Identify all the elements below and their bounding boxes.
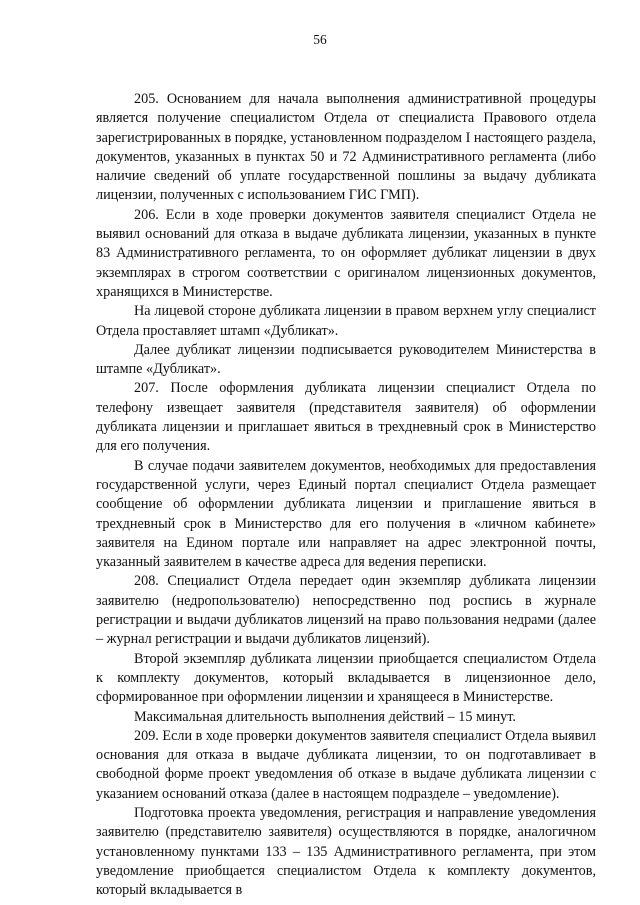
page-number: 56 [313, 32, 327, 47]
paragraph-signature: Далее дубликат лицензии подписывается руководителем Министерства в штампе «Дубликат». [96, 341, 596, 378]
paragraph-stamp-placement: На лицевой стороне дубликата лицензии в правом верхнем углу специалист Отдела проставляет штамп «Дубликат». [96, 303, 596, 339]
paragraph-205: 205. Основанием для начала выполнения административной процедуры является получение специалистом Отдела от специалиста Правового отдела зарегистрированных в порядке, установленном подразделом I настоящего раздела, документов, указанных в пунктах 50 и 72 Административного регламента (либо наличие сведений об уплате государственной пошлины за выдачу дубликата лицензии, полученных с использованием ГИС ГМП). [96, 91, 596, 204]
paragraph-209: 209. Если в ходе проверки документов заявителя специалист Отдела выявил основания для отказа в выдаче дубликата лицензии, то он подготавливает в свободной форме проект уведомления об отказе в выдаче дубликата лицензии с указанием оснований отказа (далее в настоящем подразделе – уведомление). [96, 727, 596, 802]
paragraph-second-copy: Второй экземпляр дубликата лицензии приобщается специалистом Отдела к комплекту документов, который вкладывается в лицензионное дело, сформированное при оформлении лицензии и хранящееся в Министерстве. [96, 650, 596, 706]
document-body [96, 90, 596, 900]
paragraph-portal-notice: В случае подачи заявителем документов, необходимых для предоставления государственной услуги, через Единый портал специалист Отдела размещает сообщение об оформлении дубликата лицензии и приглашение явиться в трехдневный срок в Министерство для его получения в «личном кабинете» заявителя на Едином портале или направляет на адрес электронной почты, указанный заявителем в качестве адреса для ведения переписки. [96, 457, 596, 571]
paragraph-208: 208. Специалист Отдела передает один экземпляр дубликата лицензии заявителю (недропользователю) непосредственно под роспись в журнале регистрации и выдачи дубликатов лицензий на право пользования недрами (далее – журнал регистрации и выдачи дубликатов лицензий). [96, 573, 596, 648]
paragraph-207: 207. После оформления дубликата лицензии специалист Отдела по телефону извещает заявителя (представителя заявителя) об оформлении дубликата лицензии и приглашает явиться в трехдневный срок в Министерство для его получения. [96, 380, 596, 455]
paragraph-notification-prep: Подготовка проекта уведомления, регистрация и направление уведомления заявителю (представителю заявителя) осуществляются в порядке, аналогичном установленному пунктами 133 – 135 Административного регламента, при этом уведомление приобщается специалистом Отдела к комплекту документов, который вкладывается в [96, 804, 596, 899]
paragraph-max-duration: Максимальная длительность выполнения действий – 15 минут. [134, 708, 516, 725]
paragraph-206: 206. Если в ходе проверки документов заявителя специалист Отдела не выявил оснований для отказа в выдаче дубликата лицензии, указанных в пункте 83 Административного регламента, то он оформляет дубликат лицензии в двух экземплярах в строгом соответствии с оригиналом лицензионных документов, хранящихся в Министерстве. [96, 206, 596, 300]
